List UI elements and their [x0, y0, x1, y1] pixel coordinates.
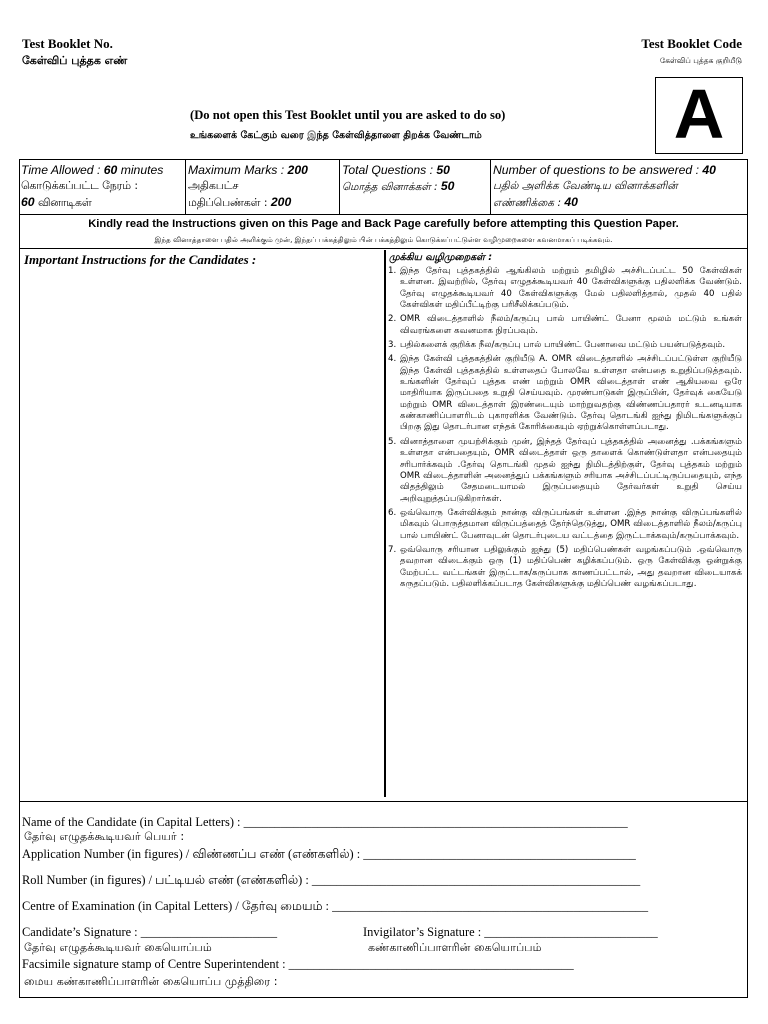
booklet-no-label: Test Booklet No.	[22, 36, 113, 51]
facsimile-stamp-field[interactable]: Facsimile signature stamp of Centre Superintendent : ______________________________________________	[22, 957, 574, 971]
facsimile-stamp-label-tamil: மைய கண்காணிப்பாளரின் கையொப்ப முத்திரை :	[24, 975, 278, 988]
booklet-code-box	[655, 77, 743, 154]
candidate-signature-label-tamil: தேர்வு எழுதக்கூடியவர் கையொப்பம்	[24, 941, 212, 954]
exam-centre-field[interactable]: Centre of Examination (in Capital Letters) / தேர்வு மையம் : ___________________________________________________	[22, 899, 649, 913]
candidate-name-label-tamil: தேர்வு எழுதக்கூடியவர் பெயர் :	[24, 830, 185, 843]
application-number-field[interactable]: Application Number (in figures) / விண்ணப்ப எண் (எண்களில்) : ____________________________________________	[22, 847, 636, 861]
candidate-name-field[interactable]: Name of the Candidate (in Capital Letters) : ______________________________________________________________	[22, 815, 628, 829]
do-not-open-notice-tamil: உங்களைக் கேட்கும் வரை இந்த கேள்வித்தாளை திறக்க வேண்டாம்	[190, 130, 482, 141]
questions-to-answer-cell: Number of questions to be answered : 40 பதில் அளிக்க வேண்டிய வினாக்களின் எண்ணிக்கை : 40	[493, 163, 716, 209]
candidate-signature-field[interactable]: Candidate’s Signature : ______________________	[22, 925, 278, 939]
instruction-item: 6. ஒவ்வொரு கேள்விக்கும் நான்கு விருப்பங்கள் உள்ளன .இந்த நான்கு விருப்பங்களில் மிகவும் பொருத்தமான விருப்பத்தைத் தேர்ந்தெடுத்து, OMR விடைத்தாளில் நீலம்/கருப்பு பால் பாயிண்ட் பேனாவுடன் தொடர்புடைய வட்டத்தை இருட்டாக்கவும்/கருப்பாக்கவும்.	[388, 507, 742, 541]
instruction-item: 2. OMR விடைத்தாளில் நீலம்/கருப்பு பால் பாயிண்ட் பேனா மூலம் மட்டும் உங்கள் விவரங்களை கவனமாக நிரப்பவும்.	[388, 314, 742, 336]
instruction-item: 7. ஒவ்வொரு சரியான பதிலுக்கும் ஐந்து (5) மதிப்பெண்கள் வழங்கப்படும் .ஒவ்வொரு தவறான விடைக்கும் ஒரு (1) மதிப்பெண் கழிக்கப்படும். ஒரு கேள்விக்கு ஒன்றுக்கு மேற்பட்ட வட்டங்கள் இருட்டாக/கருப்பாக காணப்பட்டால், அது தவறான விடையாகக் கருதப்படும். பதிலளிக்கப்படாத கேள்விகளுக்கு மதிப்பெண் வழங்கப்படாது.	[388, 544, 742, 589]
booklet-no-label-tamil: கேள்விப் புத்தக எண்	[22, 54, 128, 67]
booklet-code-label-tamil: கேள்விப் புத்தக குறியீடு	[659, 56, 742, 65]
max-marks-cell: Maximum Marks : 200 அதிகபட்ச மதிப்பெண்கள் : 200	[188, 163, 308, 209]
booklet-code-label: Test Booklet Code	[641, 36, 742, 51]
time-allowed-cell: Time Allowed : 60 minutes கொடுக்கப்பட்ட நேரம் : 60 வினாடிகள்	[21, 163, 164, 209]
instructions-heading-tamil: முக்கிய வழிமுறைகள் :	[389, 252, 493, 263]
instructions-heading: Important Instructions for the Candidates :	[24, 252, 257, 267]
total-questions-cell: Total Questions : 50 மொத்த வினாக்கள் : 50	[342, 163, 455, 193]
read-instructions-notice-tamil: இந்த வினாத்தாளை பதில் அளிக்கும் முன், இந்தப் பக்கத்திலும் பின் பக்கத்திலும் கொடுக்கப்பட்டுள்ள வழிமுறைகளை கவனமாகப் படிக்கவும்.	[154, 235, 613, 244]
roll-number-field[interactable]: Roll Number (in figures) / பட்டியல் எண் (எண்களில்) : _____________________________________________________	[22, 873, 641, 887]
instruction-item: 4. இந்த கேள்வி புத்தகத்தின் குறியீடு A. OMR விடைத்தாளில் அச்சிடப்பட்டுள்ள குறியீடு இந்த கேள்வி புத்தகத்தில் உள்ளதைப் போலவே உள்ளதா என்பதை உறுதிப்படுத்தவும். உங்களின் தேர்வுப் புத்தக எண் மற்றும் OMR விடைத்தாள் எண் ஆகியவை ஒரே மாதிரியாக இருப்பதை உறுதி செய்யவும். முரண்பாடுகள் இருப்பின், தேர்வுக் கையேடு மற்றும் OMR விடைத்தாள் இரண்டையும் மாற்றுவதற்கு விண்ணப்பதாரர் உடனடியாக கண்காணிப்பாளரிடம் புகாரளிக்க வேண்டும். தேர்வு தொடங்கி ஐந்து நிமிடங்களுக்குப் பிறகு இது தொடர்பான எந்தக் கோரிக்கையும் ஏற்றுக்கொள்ளப்படாது.	[388, 354, 742, 433]
booklet-code-letter: A	[673, 75, 725, 153]
instructions-list	[388, 266, 742, 590]
instruction-item: 5. வினாத்தாளை முயற்சிக்கும் முன், இந்தத் தேர்வுப் புத்தகத்தில் அனைத்து .பக்கங்களும் உள்ளதா என்பதையும், OMR விடைத்தாள் ஒரு தாளைக் கொண்டுள்ளதா என்பதையும் சரிபார்க்கவும் .தேர்வு தொடங்கி முதல் ஐந்து நிமிடத்திற்குள், தேர்வு புத்தகம் மற்றும் OMR விடைத்தாளின் அனைத்துப் பக்கங்களும் சரியாக அச்சிடப்பட்டிருப்பதையும், எந்த விதத்திலும் சேதமடையாமல் இருப்பதையும் தேர்வர்கள் உறுதி செய்ய அறிவுறுத்தப்படுகிறார்கள்.	[388, 436, 742, 504]
read-instructions-notice: Kindly read the Instructions given on this Page and Back Page carefully before attempting this Question Paper.	[88, 218, 679, 230]
instruction-item: 3. பதில்களைக் குறிக்க நீல/கருப்பு பால் பாயிண்ட் பேனாவை மட்டும் பயன்படுத்தவும்.	[388, 340, 726, 351]
instruction-item: 1. இந்த தேர்வு புத்தகத்தில் ஆங்கிலம் மற்றும் தமிழில் அச்சிடப்பட்ட 50 கேள்விகள் உள்ளன. இவற்றில், தேர்வு எழுதக்கூடியவர் 40 கேள்விகளுக்கு பதிலளிக்க வேண்டும். தேர்வு எழுதக்கூடியவர் 40 கேள்விகளுக்கு மேல் பதிலளித்தால், முதல் 40 பதில் கேள்விகள் மதிப்பீட்டிற்கு பரிசீலிக்கப்படும்.	[388, 266, 742, 311]
invigilator-signature-field[interactable]: Invigilator’s Signature : ____________________________	[363, 925, 658, 939]
do-not-open-notice: (Do not open this Test Booklet until you are asked to do so)	[190, 108, 506, 122]
invigilator-signature-label-tamil: கண்காணிப்பாளரின் கையொப்பம்	[368, 941, 542, 954]
